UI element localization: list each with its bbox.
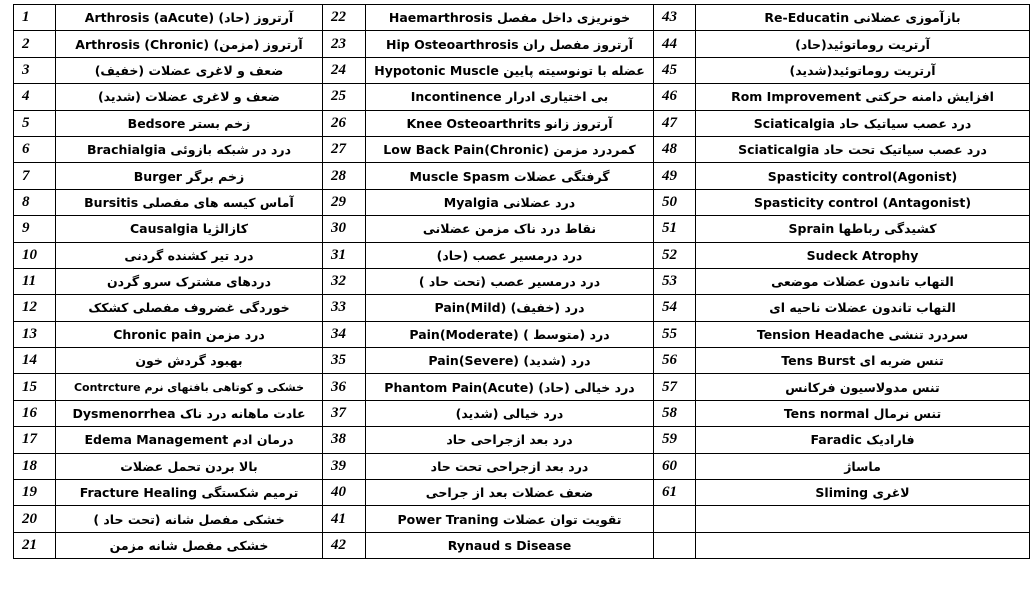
condition-name: درد خیالی (حاد) Phantom Pain(Acute) xyxy=(366,374,654,400)
condition-name: زخم بستر Bedsore xyxy=(56,110,323,136)
row-number: 27 xyxy=(323,136,366,162)
row-number: 52 xyxy=(654,242,696,268)
table-row xyxy=(14,348,1030,374)
row-number: 3 xyxy=(14,57,56,83)
row-number: 44 xyxy=(654,31,696,57)
table-row xyxy=(14,84,1030,110)
condition-name: درد مزمن Chronic pain xyxy=(56,321,323,347)
condition-name: کمردرد مزمن Low Back Pain(Chronic) xyxy=(366,136,654,162)
condition-name: آرتروز (مزمن) Arthrosis (Chronic) xyxy=(56,31,323,57)
condition-name: درد درمسیر عصب (تحت حاد ) xyxy=(366,268,654,294)
condition-name: خشکی مفصل شانه مزمن xyxy=(56,532,323,558)
row-number: 43 xyxy=(654,5,696,31)
row-number: 8 xyxy=(14,189,56,215)
row-number: 24 xyxy=(323,57,366,83)
condition-name: ضعف عضلات بعد از جراحی xyxy=(366,480,654,506)
table-row xyxy=(14,57,1030,83)
row-number: 50 xyxy=(654,189,696,215)
condition-name: فارادیک Faradic xyxy=(696,427,1030,453)
condition-name: خشکی و کوتاهی بافتهای نرم Contrcture xyxy=(56,374,323,400)
row-number: 13 xyxy=(14,321,56,347)
condition-name: ضعف و لاغری عضلات (خفیف) xyxy=(56,57,323,83)
condition-name: کازالژیا Causalgia xyxy=(56,216,323,242)
condition-name: درد (خفیف) Pain(Mild) xyxy=(366,295,654,321)
condition-name: خونریزی داخل مفصل Haemarthrosis xyxy=(366,5,654,31)
condition-name: زخم برگر Burger xyxy=(56,163,323,189)
row-number: 36 xyxy=(323,374,366,400)
condition-name: نقاط درد ناک مزمن عضلانی xyxy=(366,216,654,242)
row-number: 38 xyxy=(323,427,366,453)
condition-name: آرتریت روماتوئید(شدید) xyxy=(696,57,1030,83)
row-number: 25 xyxy=(323,84,366,110)
row-number: 26 xyxy=(323,110,366,136)
row-number: 51 xyxy=(654,216,696,242)
condition-name: بالا بردن تحمل عضلات xyxy=(56,453,323,479)
table-row xyxy=(14,506,1030,532)
row-number: 32 xyxy=(323,268,366,294)
condition-name: آماس کیسه های مفصلی Bursitis xyxy=(56,189,323,215)
condition-name: کشیدگی رباطها Sprain xyxy=(696,216,1030,242)
row-number xyxy=(654,506,696,532)
row-number: 42 xyxy=(323,532,366,558)
row-number: 28 xyxy=(323,163,366,189)
table-row xyxy=(14,480,1030,506)
condition-name xyxy=(696,532,1030,558)
table-row xyxy=(14,5,1030,31)
row-number: 31 xyxy=(323,242,366,268)
condition-name: التهاب تاندون عضلات موضعی xyxy=(696,268,1030,294)
table-row xyxy=(14,163,1030,189)
row-number: 54 xyxy=(654,295,696,321)
conditions-table-body xyxy=(14,5,1030,559)
condition-name: درد (شدید) Pain(Severe) xyxy=(366,348,654,374)
row-number: 16 xyxy=(14,400,56,426)
row-number: 6 xyxy=(14,136,56,162)
row-number: 10 xyxy=(14,242,56,268)
row-number: 18 xyxy=(14,453,56,479)
condition-name: درد درمسیر عصب (حاد) xyxy=(366,242,654,268)
table-row xyxy=(14,374,1030,400)
condition-name: گرفتگی عضلات Muscle Spasm xyxy=(366,163,654,189)
row-number: 30 xyxy=(323,216,366,242)
condition-name: درد (متوسط ) Pain(Moderate) xyxy=(366,321,654,347)
table-row xyxy=(14,268,1030,294)
row-number: 48 xyxy=(654,136,696,162)
row-number: 23 xyxy=(323,31,366,57)
condition-name: سردرد تنشی Tension Headache xyxy=(696,321,1030,347)
condition-name: لاغری Sliming xyxy=(696,480,1030,506)
condition-name: Spasticity control (Antagonist) xyxy=(696,189,1030,215)
condition-name: آرتروز (حاد) Arthrosis (aAcute) xyxy=(56,5,323,31)
condition-name: افزایش دامنه حرکتی Rom Improvement xyxy=(696,84,1030,110)
condition-name: ماساژ xyxy=(696,453,1030,479)
row-number: 53 xyxy=(654,268,696,294)
row-number: 40 xyxy=(323,480,366,506)
table-row xyxy=(14,453,1030,479)
row-number: 5 xyxy=(14,110,56,136)
row-number: 39 xyxy=(323,453,366,479)
row-number: 41 xyxy=(323,506,366,532)
condition-name: درد عصب سیاتیک تحت حاد Sciaticalgia xyxy=(696,136,1030,162)
condition-name: عادت ماهانه درد ناک Dysmenorrhea xyxy=(56,400,323,426)
condition-name: تقویت توان عضلات Power Traning xyxy=(366,506,654,532)
row-number: 9 xyxy=(14,216,56,242)
row-number: 45 xyxy=(654,57,696,83)
condition-name: تنس نرمال Tens normal xyxy=(696,400,1030,426)
row-number: 47 xyxy=(654,110,696,136)
row-number: 12 xyxy=(14,295,56,321)
row-number: 46 xyxy=(654,84,696,110)
row-number: 37 xyxy=(323,400,366,426)
row-number: 22 xyxy=(323,5,366,31)
condition-name: آرتریت روماتوئید(حاد) xyxy=(696,31,1030,57)
condition-name: بهبود گردش خون xyxy=(56,348,323,374)
condition-name: ترمیم شکستگی Fracture Healing xyxy=(56,480,323,506)
row-number: 7 xyxy=(14,163,56,189)
condition-name: تنس ضربه ای Tens Burst xyxy=(696,348,1030,374)
condition-name: عضله با تونوسیته پایین Hypotonic Muscle xyxy=(366,57,654,83)
table-row xyxy=(14,110,1030,136)
table-row xyxy=(14,532,1030,558)
row-number: 21 xyxy=(14,532,56,558)
condition-name: دردهای مشترک سرو گردن xyxy=(56,268,323,294)
row-number: 14 xyxy=(14,348,56,374)
table-row xyxy=(14,242,1030,268)
condition-name: بازآموزی عضلانی Re-Educatin xyxy=(696,5,1030,31)
table-row xyxy=(14,321,1030,347)
row-number: 19 xyxy=(14,480,56,506)
condition-name: درمان ادم Edema Management xyxy=(56,427,323,453)
condition-name: درد عضلانی Myalgia xyxy=(366,189,654,215)
condition-name: درد بعد ازجراحی حاد xyxy=(366,427,654,453)
condition-name: خشکی مفصل شانه (تحت حاد ) xyxy=(56,506,323,532)
condition-name: التهاب تاندون عضلات ناحیه ای xyxy=(696,295,1030,321)
condition-name: تنس مدولاسیون فرکانس xyxy=(696,374,1030,400)
table-row xyxy=(14,427,1030,453)
row-number: 17 xyxy=(14,427,56,453)
row-number: 35 xyxy=(323,348,366,374)
condition-name: ضعف و لاغری عضلات (شدید) xyxy=(56,84,323,110)
condition-name: بی اختیاری ادرار Incontinence xyxy=(366,84,654,110)
row-number: 34 xyxy=(323,321,366,347)
condition-name: Spasticity control(Agonist) xyxy=(696,163,1030,189)
table-row xyxy=(14,31,1030,57)
condition-name: درد بعد ازجراحی تحت حاد xyxy=(366,453,654,479)
row-number: 58 xyxy=(654,400,696,426)
row-number: 29 xyxy=(323,189,366,215)
condition-name: درد در شبکه بازوئی Brachialgia xyxy=(56,136,323,162)
row-number: 59 xyxy=(654,427,696,453)
row-number: 20 xyxy=(14,506,56,532)
condition-name: آرتروز زانو Knee Osteoarthrits xyxy=(366,110,654,136)
row-number: 57 xyxy=(654,374,696,400)
row-number: 1 xyxy=(14,5,56,31)
row-number: 15 xyxy=(14,374,56,400)
condition-name xyxy=(696,506,1030,532)
condition-name: درد تیر کشنده گردنی xyxy=(56,242,323,268)
row-number: 2 xyxy=(14,31,56,57)
row-number xyxy=(654,532,696,558)
condition-name: آرتروز مفصل ران Hip Osteoarthrosis xyxy=(366,31,654,57)
condition-name: درد خیالی (شدید) xyxy=(366,400,654,426)
table-row xyxy=(14,400,1030,426)
row-number: 55 xyxy=(654,321,696,347)
condition-name: خوردگی غضروف مفصلی کشکک xyxy=(56,295,323,321)
conditions-table xyxy=(13,4,1030,559)
table-row xyxy=(14,295,1030,321)
row-number: 33 xyxy=(323,295,366,321)
table-row xyxy=(14,216,1030,242)
row-number: 60 xyxy=(654,453,696,479)
row-number: 11 xyxy=(14,268,56,294)
row-number: 49 xyxy=(654,163,696,189)
condition-name: Sudeck Atrophy xyxy=(696,242,1030,268)
condition-name: Rynaud s Disease xyxy=(366,532,654,558)
condition-name: درد عصب سیاتیک حاد Sciaticalgia xyxy=(696,110,1030,136)
row-number: 61 xyxy=(654,480,696,506)
row-number: 56 xyxy=(654,348,696,374)
table-row xyxy=(14,189,1030,215)
row-number: 4 xyxy=(14,84,56,110)
table-row xyxy=(14,136,1030,162)
